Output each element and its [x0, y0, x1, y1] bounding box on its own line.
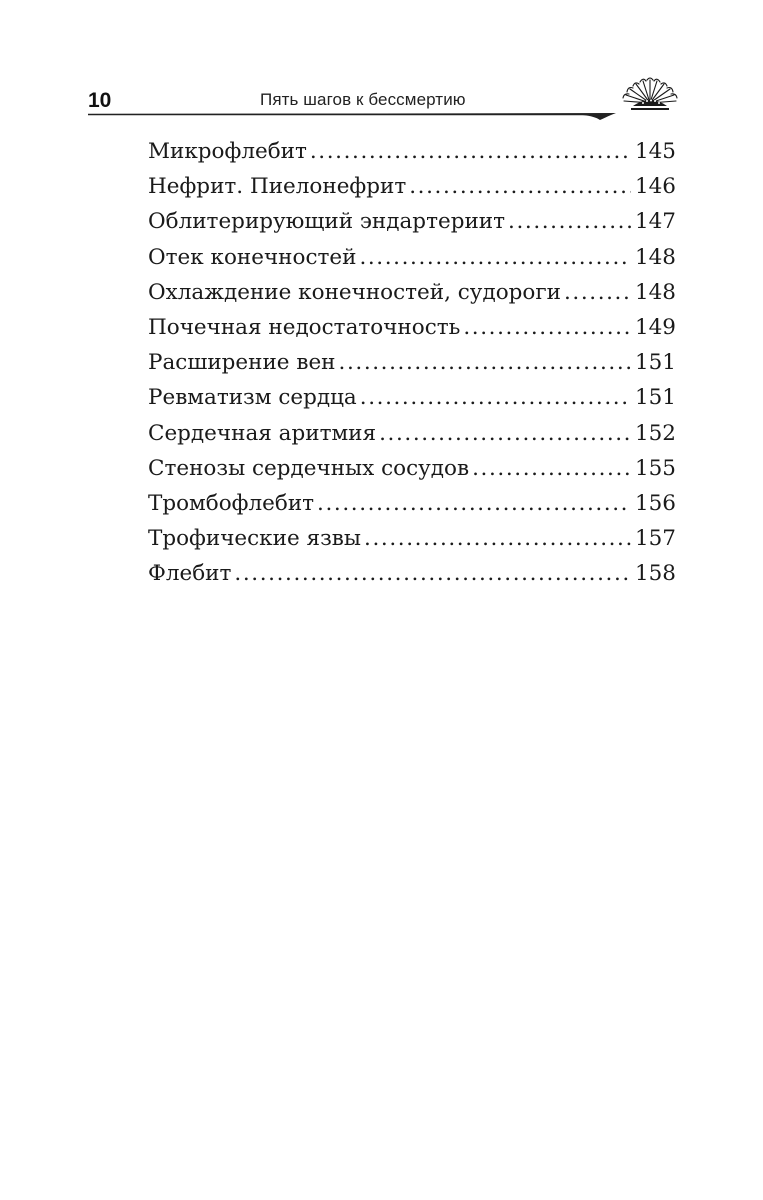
toc-entry-page: 149 [634, 314, 676, 340]
toc-dot-leader [379, 416, 631, 451]
toc-entry-page: 155 [634, 455, 676, 481]
page-number: 10 [88, 89, 112, 112]
toc-entry[interactable] [148, 310, 676, 345]
toc-entry[interactable] [148, 380, 676, 415]
toc-entry[interactable] [148, 345, 676, 380]
toc-entry[interactable] [148, 451, 676, 486]
toc-entry-title: Охлаждение конечностей, судороги [148, 279, 561, 305]
toc-dot-leader [472, 451, 631, 486]
toc-dot-leader [359, 240, 631, 275]
toc-entry[interactable] [148, 204, 676, 239]
running-title: Пять шагов к бессмертию [260, 90, 466, 109]
toc-entry-title: Ревматизм сердца [148, 385, 357, 411]
toc-dot-leader [310, 134, 631, 169]
toc-dot-leader [317, 486, 631, 521]
toc-entry-page: 147 [634, 209, 676, 235]
toc-dot-leader [360, 380, 631, 415]
toc-entry-title: Отек конечностей [148, 244, 357, 270]
toc-entry[interactable] [148, 240, 676, 275]
toc-entry[interactable] [148, 134, 676, 169]
toc-entry[interactable] [148, 521, 676, 556]
toc-entry-page: 151 [634, 385, 676, 411]
toc-entry-title: Сердечная аритмия [148, 420, 377, 446]
table-of-contents [148, 134, 676, 591]
toc-entry-title: Стенозы сердечных сосудов [148, 455, 470, 481]
toc-entry[interactable] [148, 486, 676, 521]
toc-dot-leader [508, 204, 631, 239]
toc-entry-title: Почечная недостаточность [148, 314, 461, 340]
toc-entry[interactable] [148, 556, 676, 591]
toc-entry-page: 157 [634, 526, 676, 552]
toc-entry-page: 146 [634, 174, 676, 200]
toc-entry-title: Расширение вен [148, 350, 336, 376]
sunflower-ornament-icon [621, 76, 679, 116]
toc-dot-leader [564, 275, 631, 310]
toc-entry-page: 148 [634, 279, 676, 305]
toc-entry-title: Флебит [148, 561, 232, 587]
toc-entry[interactable] [148, 169, 676, 204]
toc-entry-title: Облитерирующий эндартериит [148, 209, 506, 235]
toc-dot-leader [339, 345, 631, 380]
toc-entry-page: 158 [634, 561, 676, 587]
running-header [88, 76, 680, 128]
toc-dot-leader [364, 521, 631, 556]
toc-entry-page: 148 [634, 244, 676, 270]
toc-dot-leader [409, 169, 631, 204]
toc-entry-title: Трофические язвы [148, 526, 362, 552]
toc-entry[interactable] [148, 416, 676, 451]
toc-dot-leader [463, 310, 631, 345]
toc-dot-leader [234, 556, 631, 591]
toc-entry[interactable] [148, 275, 676, 310]
toc-entry-page: 151 [634, 350, 676, 376]
toc-entry-page: 156 [634, 490, 676, 516]
toc-entry-title: Микрофлебит [148, 139, 307, 164]
toc-entry-page: 145 [634, 139, 676, 164]
toc-entry-title: Нефрит. Пиелонефрит [148, 174, 407, 200]
toc-entry-title: Тромбофлебит [148, 490, 315, 516]
toc-entry-page: 152 [634, 420, 676, 446]
